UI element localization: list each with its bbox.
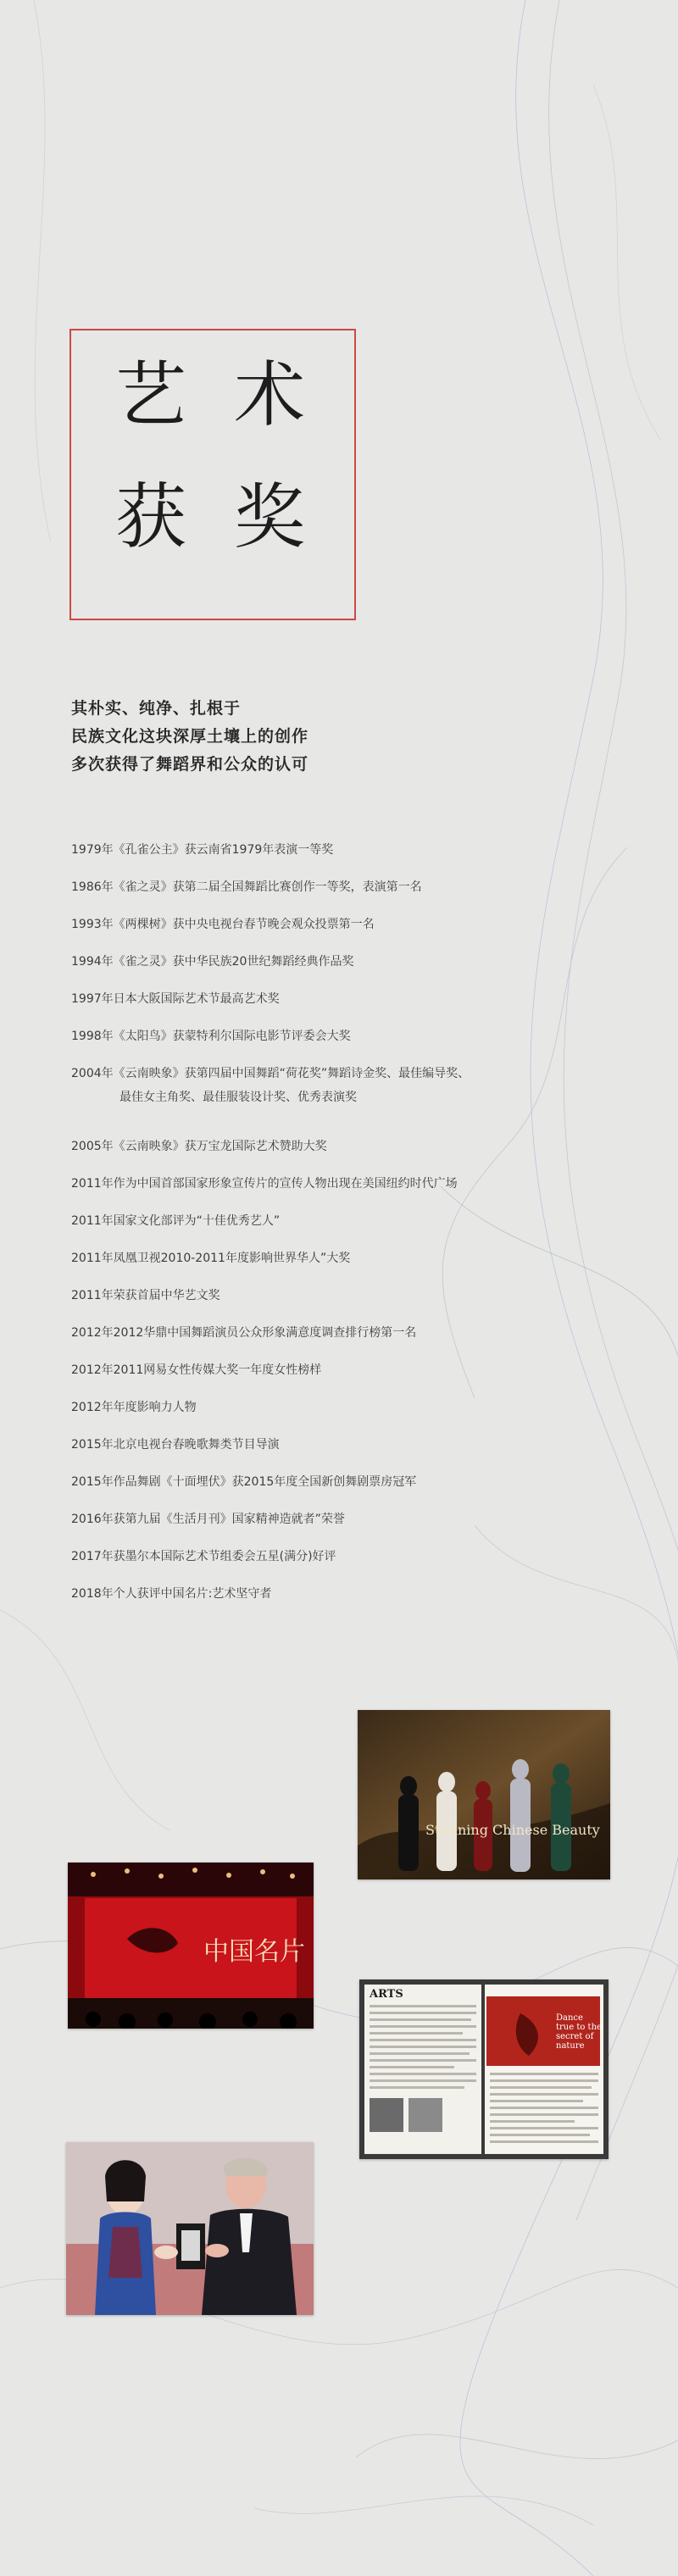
- award-item: 1998年《太阳鸟》获蒙特利尔国际电影节评委会大奖: [71, 1030, 351, 1043]
- title-frame: [69, 329, 356, 620]
- award-item-continuation: 最佳女主角奖、最佳服装设计奖、优秀表演奖: [119, 1091, 357, 1104]
- award-item: 1979年《孔雀公主》获云南省1979年表演一等奖: [71, 843, 334, 857]
- award-item: 2018年个人获评中国名片:艺术坚守者: [71, 1587, 272, 1601]
- award-item: 1986年《雀之灵》获第二届全国舞蹈比赛创作一等奖，表演第一名: [71, 880, 422, 894]
- intro-statement: [71, 695, 495, 779]
- title-char-2: 术: [234, 353, 306, 436]
- newspaper-masthead: ARTS: [370, 1988, 403, 2001]
- title-char-1: 艺: [115, 353, 187, 436]
- award-item: 2011年作为中国首部国家形象宣传片的宣传人物出现在美国纽约时代广场: [71, 1177, 458, 1191]
- award-item: 2011年国家文化部评为“十佳优秀艺人”: [71, 1214, 281, 1228]
- award-item: 2012年2011网易女性传媒大奖一年度女性榜样: [71, 1363, 322, 1377]
- award-item: 1993年《两棵树》获中央电视台春节晚会观众投票第一名: [71, 918, 375, 931]
- award-item: 2012年年度影响力人物: [71, 1401, 197, 1414]
- photo-caption: Stunning Chinese Beauty: [425, 1822, 600, 1838]
- photo-stage-performance: [68, 1863, 314, 2029]
- intro-line: 多次获得了舞蹈界和公众的认可: [71, 755, 309, 774]
- award-item: 2015年作品舞剧《十面埋伏》获2015年度全国新创舞剧票房冠军: [71, 1475, 417, 1489]
- intro-line: 其朴实、纯净、扎根于: [71, 699, 242, 718]
- award-item: 1997年日本大阪国际艺术节最高艺术奖: [71, 992, 280, 1006]
- award-item: 2011年荣获首届中华艺文奖: [71, 1289, 220, 1302]
- newspaper-headline: Dance true to the secret of nature: [556, 2013, 602, 2051]
- award-item: 2004年《云南映象》获第四届中国舞蹈“荷花奖”舞蹈诗金奖、最佳编导奖、: [71, 1067, 470, 1080]
- title-char-3: 获: [115, 475, 187, 558]
- photo-newspaper: [359, 1979, 609, 2159]
- title-char-4: 奖: [234, 475, 306, 558]
- award-item: 2015年北京电视台春晚歌舞类节目导演: [71, 1438, 280, 1452]
- intro-line: 民族文化这块深厚土壤上的创作: [71, 727, 309, 746]
- award-item: 1994年《雀之灵》获中华民族20世纪舞蹈经典作品奖: [71, 955, 354, 969]
- award-item: 2005年《云南映象》获万宝龙国际艺术赞助大奖: [71, 1140, 327, 1153]
- stage-title: 中国名片: [203, 1937, 305, 1967]
- award-item: 2016年获第九届《生活月刊》国家精神造就者”荣誉: [71, 1513, 345, 1526]
- awards-list: [71, 841, 614, 1622]
- photo-award-presentation: [66, 2142, 314, 2315]
- photo-stunning-beauty: [358, 1710, 610, 1879]
- award-item: 2011年凤凰卫视2010-2011年度影响世界华人”大奖: [71, 1252, 351, 1265]
- award-item: 2017年获墨尔本国际艺术节组委会五星(满分)好评: [71, 1550, 336, 1563]
- award-item: 2012年2012华鼎中国舞蹈演员公众形象满意度调查排行榜第一名: [71, 1326, 417, 1340]
